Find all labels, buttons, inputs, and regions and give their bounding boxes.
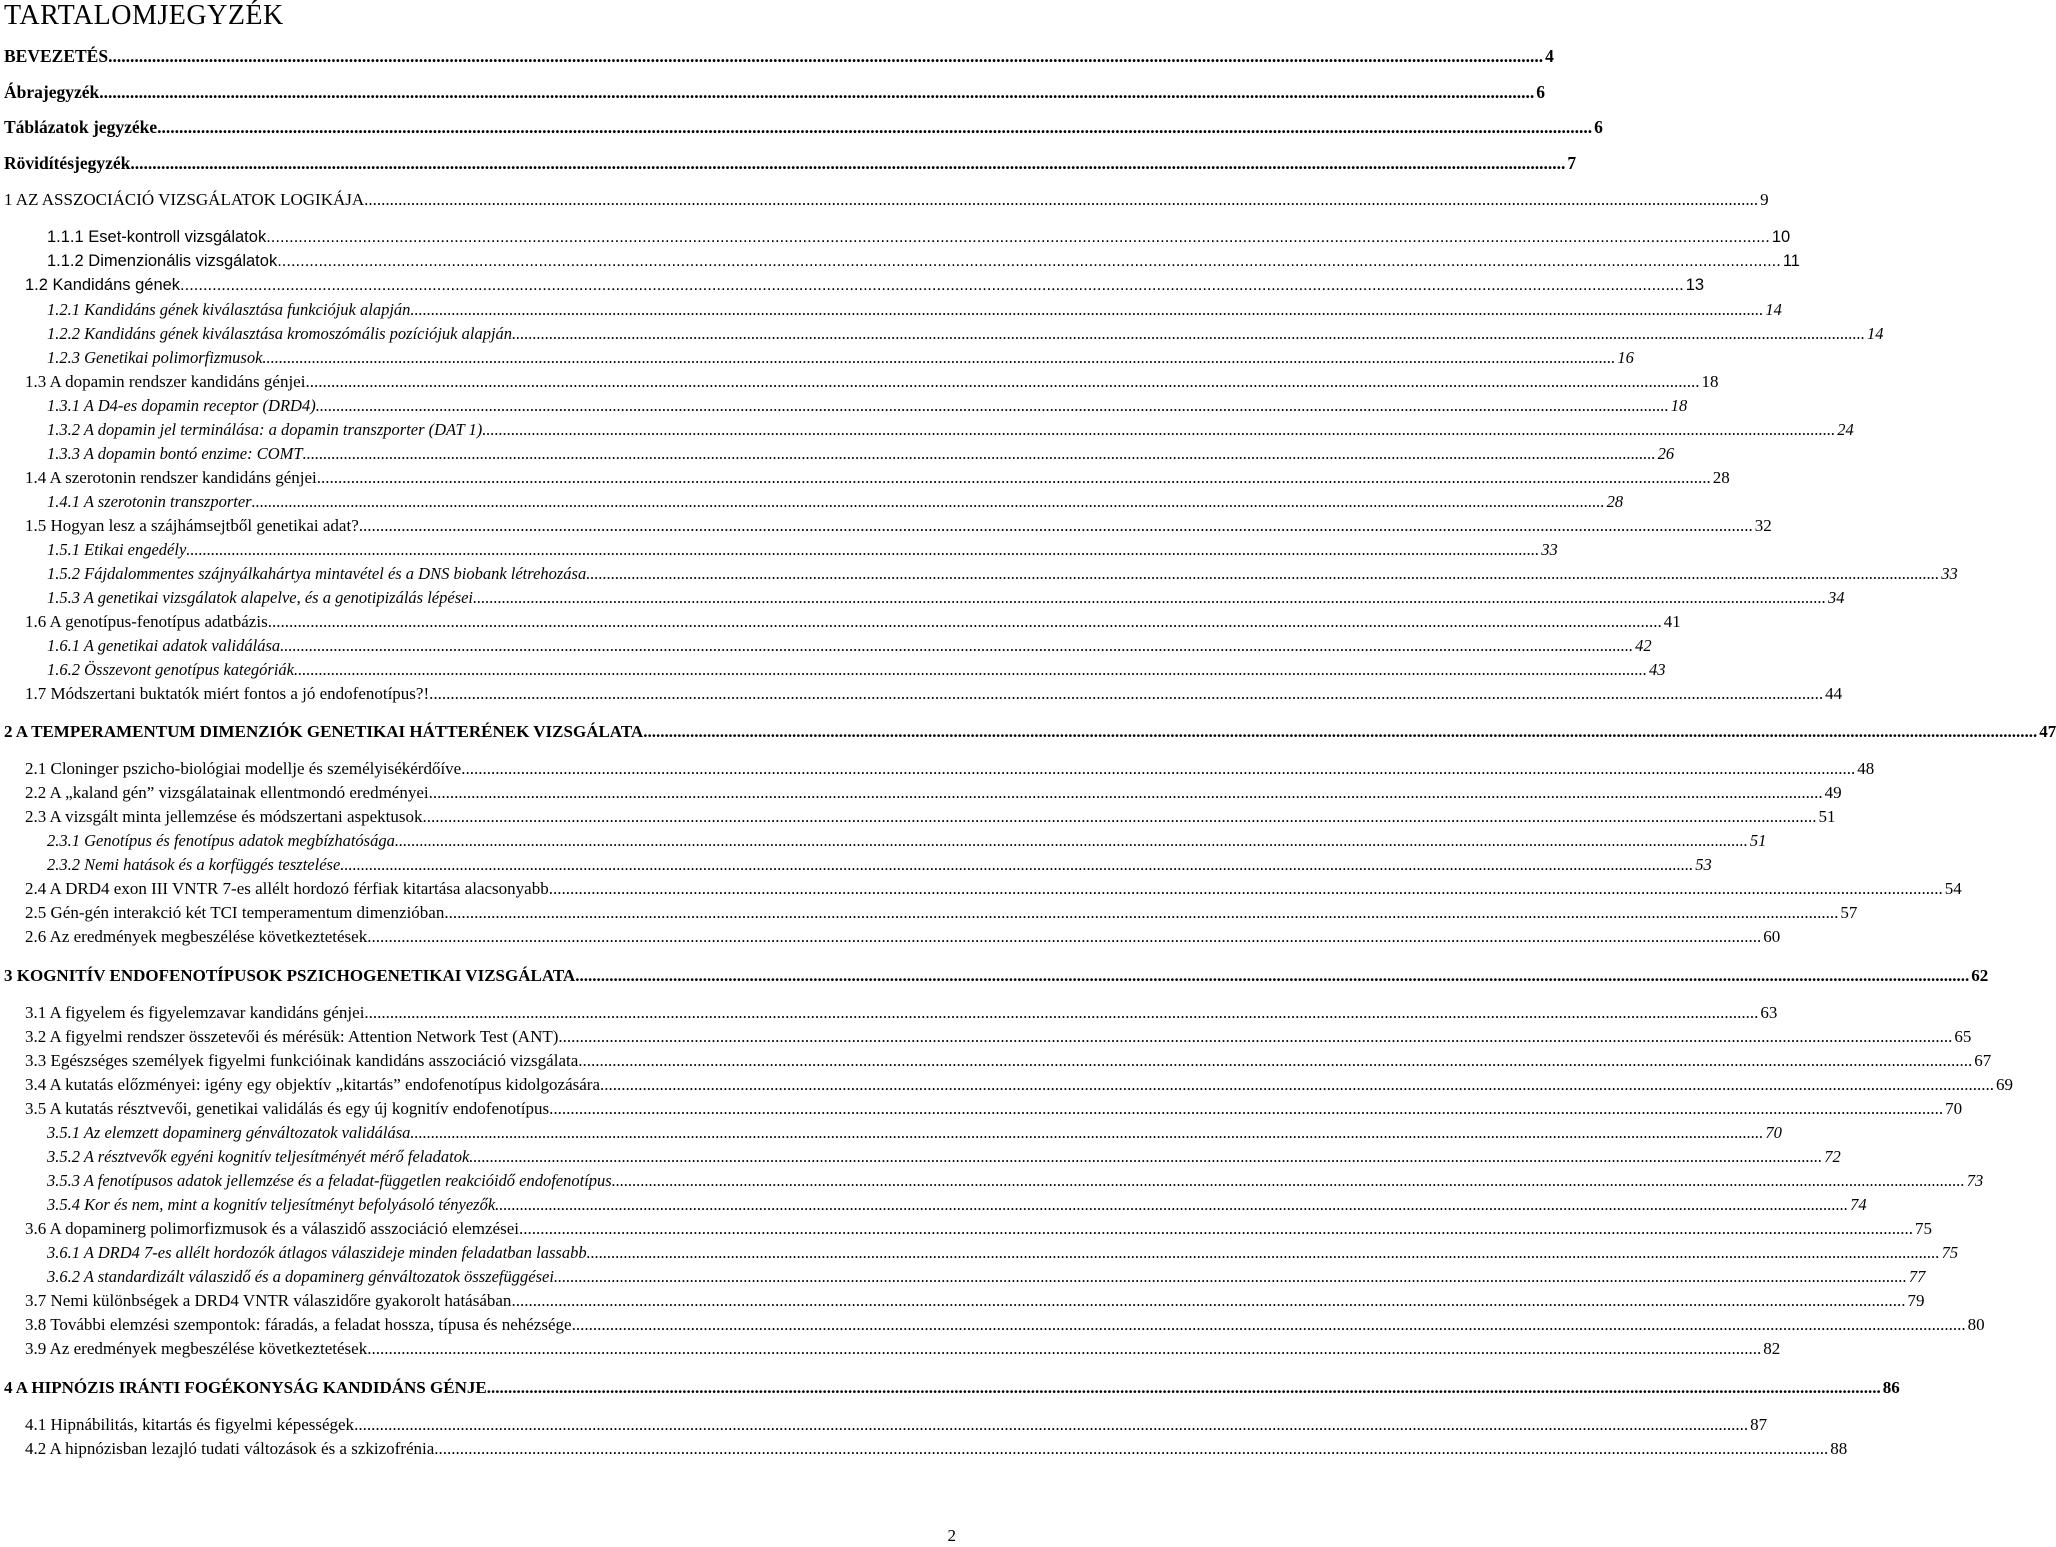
dot-leader (303, 444, 1656, 464)
dot-leader (586, 564, 1939, 584)
toc-entry-title: 4.2 A hipnózisban lezajló tudati változások és a szkizofrénia (25, 1439, 435, 1458)
toc-entry[interactable] (25, 807, 1836, 827)
dot-leader (186, 540, 1539, 560)
toc-entry[interactable] (4, 153, 1577, 174)
toc-entry-page: 6 (1594, 117, 1603, 137)
toc-entry[interactable] (25, 759, 1875, 779)
dot-leader (252, 492, 1605, 512)
toc-entry-page: 54 (1944, 879, 1962, 898)
toc-entry[interactable] (25, 1339, 1781, 1359)
toc-entry-title: 1.6 A genotípus-fenotípus adatbázis (25, 612, 268, 631)
toc-entry-title: 1.4 A szerotonin rendszer kandidáns génjei (25, 468, 317, 487)
page-title: TARTALOMJEGYZÉK (4, 0, 284, 31)
dot-leader (473, 588, 1826, 608)
toc-entry-page: 41 (1663, 612, 1681, 631)
toc-entry-title: Ábrajegyzék (4, 82, 100, 102)
toc-entry-page: 72 (1824, 1147, 1841, 1166)
toc-entry[interactable] (25, 612, 1681, 632)
dot-leader (554, 1267, 1907, 1287)
dot-leader (643, 722, 2037, 742)
dot-leader (444, 903, 1838, 923)
toc-entry-title: 1.3 A dopamin rendszer kandidáns génjei (25, 372, 306, 391)
toc-entry[interactable] (47, 300, 1782, 320)
toc-entry-page: 4 (1545, 46, 1554, 66)
toc-entry-page: 13 (1685, 276, 1705, 294)
toc-entry-title: 3.4 A kutatás előzményei: igény egy objektív „kitartás” endofenotípus kidolgozására (25, 1075, 601, 1094)
toc-entry[interactable] (47, 252, 1800, 271)
toc-entry-page: 34 (1828, 588, 1845, 607)
toc-entry-title: 3.6.2 A standardizált válaszidő és a dopaminerg génváltozatok összefüggései (47, 1267, 554, 1286)
toc-entry-page: 62 (1971, 966, 1989, 985)
toc-entry-title: 2.3.1 Genotípus és fenotípus adatok megbízhatósága (47, 831, 395, 850)
toc-entry-page: 42 (1635, 636, 1652, 655)
toc-entry[interactable] (25, 1315, 1985, 1335)
toc-entry[interactable] (4, 82, 1546, 103)
toc-entry[interactable] (25, 903, 1858, 923)
toc-entry-title: 3.9 Az eredmények megbeszélése következtetések (25, 1339, 368, 1358)
toc-entry[interactable] (25, 1003, 1778, 1023)
dot-leader (434, 1439, 1828, 1459)
toc-entry[interactable] (47, 588, 1845, 608)
toc-entry-title: 3.2 A figyelmi rendszer összetevői és mérésük: Attention Network Test (ANT) (25, 1027, 559, 1046)
toc-entry-page: 33 (1541, 540, 1558, 559)
toc-entry[interactable] (25, 1099, 1963, 1119)
toc-entry-page: 28 (1712, 468, 1730, 487)
toc-entry[interactable] (25, 927, 1781, 947)
dot-leader (469, 1147, 1822, 1167)
toc-entry-page: 82 (1763, 1339, 1781, 1358)
toc-entry-page: 48 (1857, 759, 1875, 778)
toc-entry-page: 67 (1974, 1051, 1992, 1070)
dot-leader (268, 612, 1662, 632)
toc-entry[interactable] (25, 783, 1842, 803)
dot-leader (280, 636, 1633, 656)
toc-entry-title: 4 A HIPNÓZIS IRÁNTI FOGÉKONYSÁG KANDIDÁNS GÉNJE (4, 1378, 487, 1397)
dot-leader (130, 153, 1565, 174)
toc-entry[interactable] (47, 1171, 1984, 1191)
toc-entry-title: 1.5.3 A genetikai vizsgálatok alapelve, és a genotipizálás lépései (47, 588, 474, 607)
toc-entry[interactable] (25, 1291, 1925, 1311)
toc-entry-title: 1.5.1 Etikai engedély (47, 540, 187, 559)
toc-entry-title: 1.7 Módszertani buktatók miért fontos a jó endofenotípus?! (25, 684, 430, 703)
toc-entry-title: 1.5 Hogyan lesz a szájhámsejtből genetikai adat? (25, 516, 359, 535)
toc-entry-page: 14 (1867, 324, 1884, 343)
dot-leader (487, 1378, 1881, 1398)
dot-leader (600, 1075, 1994, 1095)
toc-entry[interactable] (4, 190, 1769, 210)
toc-entry[interactable] (47, 1147, 1841, 1167)
dot-leader (354, 1415, 1748, 1435)
toc-entry-title: 3.6.1 A DRD4 7-es allélt hordozók átlagos válaszideje minden feladatban lassabb (47, 1243, 587, 1262)
toc-entry[interactable] (25, 1415, 1768, 1435)
toc-entry[interactable] (47, 564, 1958, 584)
toc-entry-page: 49 (1824, 783, 1842, 802)
dot-leader (558, 1027, 1952, 1047)
toc-entry[interactable] (47, 348, 1634, 368)
toc-entry-page: 57 (1840, 903, 1858, 922)
dot-leader (410, 1123, 1763, 1143)
toc-entry[interactable] (4, 117, 1603, 138)
toc-entry[interactable] (47, 1243, 1959, 1263)
toc-entry-title: 1 AZ ASSZOCIÁCIÓ VIZSGÁLATOK LOGIKÁJA (4, 190, 365, 209)
toc-entry[interactable] (25, 1051, 1992, 1071)
toc-entry-title: 2.3 A vizsgált minta jellemzése és módszertani aspektusok (25, 807, 423, 826)
toc-entry-page: 9 (1760, 190, 1769, 209)
toc-entry-title: 1.2.2 Kandidáns gének kiválasztása kromoszómális pozíciójuk alapján (47, 324, 513, 343)
dot-leader (99, 82, 1534, 103)
dot-leader (266, 228, 1770, 247)
page-number: 2 (947, 1526, 956, 1545)
toc-entry-page: 6 (1536, 82, 1546, 102)
toc-entry-title: 1.1.2 Dimenzionális vizsgálatok (47, 252, 278, 270)
dot-leader (572, 1315, 1966, 1335)
dot-leader (340, 855, 1693, 875)
toc-entry-title: 3.7 Nemi különbségek a DRD4 VNTR válaszidőre gyakorolt hatásában (25, 1291, 512, 1310)
toc-entry-page: 44 (1825, 684, 1843, 703)
toc-entry-page: 16 (1617, 348, 1634, 367)
toc-entry-title: 3.5.2 A résztvevők egyéni kognitív teljesítményét mérő feladatok (47, 1147, 470, 1166)
toc-entry[interactable] (25, 1439, 1848, 1459)
toc-entry[interactable] (25, 1027, 1972, 1047)
toc-entry[interactable] (47, 444, 1675, 464)
toc-entry[interactable] (47, 855, 1712, 875)
dot-leader (511, 1291, 1905, 1311)
toc-entry-page: 88 (1830, 1439, 1848, 1458)
toc-entry[interactable] (25, 516, 1772, 536)
dot-leader (512, 324, 1865, 344)
toc-entry-title: 3.1 A figyelem és figyelemzavar kandidáns génjei (25, 1003, 365, 1022)
toc-entry-page: 60 (1763, 927, 1781, 946)
toc-entry[interactable] (47, 396, 1688, 416)
toc-entry-title: 2.6 Az eredmények megbeszélése következtetések (25, 927, 368, 946)
toc-entry-title: BEVEZETÉS (4, 46, 109, 66)
toc-entry-title: 3.5.4 Kor és nem, mint a kognitív teljesítményt befolyásoló tényezők (47, 1195, 496, 1214)
dot-leader (317, 468, 1711, 488)
toc-entry-page: 28 (1606, 492, 1624, 511)
toc-entry-page: 47 (2039, 722, 2056, 741)
toc-entry[interactable] (4, 46, 1554, 67)
dot-leader (367, 927, 1761, 947)
toc-entry-page: 32 (1754, 516, 1772, 535)
toc-entry-title: 3.5 A kutatás résztvevői, genetikai validálás és egy új kognitív endofenotípus (25, 1099, 550, 1118)
toc-entry-title: 1.1.1 Eset-kontroll vizsgálatok (47, 228, 267, 246)
toc-entry[interactable] (47, 540, 1558, 560)
toc-entry[interactable] (4, 722, 2056, 742)
toc-entry-title: 1.3.3 A dopamin bontó enzime: COMT (47, 444, 303, 463)
dot-leader (612, 1171, 1965, 1191)
toc-entry[interactable] (47, 1123, 1782, 1143)
toc-entry[interactable] (25, 468, 1730, 488)
toc-entry-page: 73 (1966, 1171, 1984, 1190)
dot-leader (423, 807, 1817, 827)
dot-leader (549, 879, 1943, 899)
toc-entry-title: 1.3.2 A dopamin jel terminálása: a dopamin transzporter (DAT 1) (47, 420, 483, 439)
toc-entry-title: 3.5.1 Az elemzett dopaminerg génváltozatok validálása (47, 1123, 411, 1142)
toc-entry-page: 18 (1670, 396, 1688, 415)
toc-entry-page: 26 (1657, 444, 1675, 463)
toc-entry-title: 1.2 Kandidáns gének (25, 276, 181, 294)
toc-entry-title: 2 A TEMPERAMENTUM DIMENZIÓK GENETIKAI HÁTTERÉNEK VIZSGÁLATA (4, 722, 644, 741)
dot-leader (359, 516, 1753, 536)
toc-entry[interactable] (47, 831, 1767, 851)
dot-leader (294, 660, 1647, 680)
toc-entry-page: 70 (1945, 1099, 1963, 1118)
toc-entry-page: 43 (1649, 660, 1666, 679)
toc-entry-page: 79 (1907, 1291, 1925, 1310)
toc-entry-page: 11 (1782, 252, 1800, 270)
dot-leader (549, 1099, 1943, 1119)
toc-entry-title: 1.2.1 Kandidáns gének kiválasztása funkciójuk alapján (47, 300, 411, 319)
dot-leader (429, 783, 1823, 803)
toc-entry-title: 2.1 Cloninger pszicho-biológiai modellje és személyisékérdőíve (25, 759, 462, 778)
toc-entry-page: 86 (1882, 1378, 1900, 1397)
toc-entry-title: Táblázatok jegyzéke (4, 117, 158, 137)
toc-entry-title: 3.5.3 A fenotípusos adatok jellemzése és a feladat-független reakcióidő endofenotípus (47, 1171, 612, 1190)
toc-entry-page: 51 (1818, 807, 1836, 826)
toc-entry[interactable] (4, 966, 1989, 986)
toc-entry-page: 87 (1750, 1415, 1768, 1434)
dot-leader (316, 396, 1669, 416)
toc-entry-page: 70 (1765, 1123, 1782, 1142)
toc-entry-title: 1.5.2 Fájdalommentes szájnyálkahártya mintavétel és a DNS biobank létrehozása (47, 564, 587, 583)
toc-entry-page: 75 (1914, 1219, 1932, 1238)
toc-entry-title: 3.3 Egészséges személyek figyelmi funkcióinak kandidáns asszociáció vizsgálata (25, 1051, 579, 1070)
dot-leader (277, 252, 1781, 271)
toc-entry-title: 1.2.3 Genetikai polimorfizmusok (47, 348, 263, 367)
toc-entry-page: 65 (1954, 1027, 1972, 1046)
toc-entry-page: 33 (1941, 564, 1958, 583)
toc-entry[interactable] (25, 276, 1705, 295)
dot-leader (367, 1339, 1761, 1359)
toc-entry-title: 1.6.2 Összevont genotípus kategóriák (47, 660, 295, 679)
toc-entry-title: 4.1 Hipnábilitás, kitartás és figyelmi képességek (25, 1415, 355, 1434)
dot-leader (157, 117, 1592, 138)
dot-leader (519, 1219, 1913, 1239)
toc-entry-page: 69 (1996, 1075, 2014, 1094)
dot-leader (578, 1051, 1972, 1071)
dot-leader (575, 966, 1969, 986)
toc-entry-page: 24 (1837, 420, 1854, 439)
toc-entry[interactable] (47, 1267, 1926, 1287)
toc-entry-title: 2.3.2 Nemi hatások és a korfüggés tesztelése (47, 855, 341, 874)
toc-entry-page: 77 (1908, 1267, 1926, 1286)
toc-entry[interactable] (47, 492, 1624, 512)
toc-entry-page: 63 (1760, 1003, 1778, 1022)
toc-entry-page: 18 (1701, 372, 1719, 391)
toc-entry[interactable] (47, 1195, 1867, 1215)
toc-entry[interactable] (25, 1075, 2014, 1095)
dot-leader (429, 684, 1823, 704)
toc-entry[interactable] (47, 660, 1666, 680)
dot-leader (482, 420, 1835, 440)
dot-leader (587, 1243, 1940, 1263)
toc-entry-page: 75 (1941, 1243, 1959, 1262)
toc-entry-title: 1.6.1 A genetikai adatok validálása (47, 636, 281, 655)
toc-entry[interactable] (47, 636, 1652, 656)
toc-entry-title: 1.4.1 A szerotonin transzporter (47, 492, 252, 511)
toc-entry-title: Rövidítésjegyzék (4, 153, 131, 173)
dot-leader (364, 190, 1758, 210)
dot-leader (262, 348, 1615, 368)
dot-leader (395, 831, 1748, 851)
dot-leader (495, 1195, 1848, 1215)
toc-entry-title: 3.8 További elemzési szempontok: fáradás, a feladat hossza, típusa és nehézsége (25, 1315, 572, 1334)
toc-entry-title: 2.2 A „kaland gén” vizsgálatainak ellentmondó eredményei (25, 783, 429, 802)
toc-entry-title: 3 KOGNITÍV ENDOFENOTÍPUSOK PSZICHOGENETIKAI VIZSGÁLATA (4, 966, 576, 985)
toc-entry[interactable] (25, 1219, 1932, 1239)
toc-entry-title: 3.6 A dopaminerg polimorfizmusok és a válaszidő asszociáció elemzései (25, 1219, 519, 1238)
toc-entry-page: 7 (1567, 153, 1577, 173)
toc-entry[interactable] (4, 1378, 1900, 1398)
dot-leader (410, 300, 1763, 320)
toc-entry-title: 1.3.1 A D4-es dopamin receptor (DRD4) (47, 396, 316, 415)
toc-entry-page: 14 (1765, 300, 1782, 319)
toc-entry-page: 51 (1749, 831, 1767, 850)
dot-leader (305, 372, 1699, 392)
dot-leader (364, 1003, 1758, 1023)
toc-entry-page: 53 (1695, 855, 1712, 874)
toc-entry-page: 74 (1850, 1195, 1867, 1214)
toc-entry[interactable] (25, 879, 1962, 899)
toc-entry-page: 10 (1771, 228, 1791, 246)
toc-entry-title: 2.5 Gén-gén interakció két TCI temperamentum dimenzióban (25, 903, 445, 922)
toc-entry-page: 80 (1967, 1315, 1985, 1334)
toc-entry[interactable] (25, 372, 1719, 392)
toc-entry[interactable] (25, 684, 1843, 704)
toc-entry[interactable] (47, 420, 1854, 440)
dot-leader (108, 46, 1543, 67)
toc-entry[interactable] (47, 324, 1884, 344)
toc-entry[interactable] (47, 228, 1791, 247)
dot-leader (461, 759, 1855, 779)
toc-entry-title: 2.4 A DRD4 exon III VNTR 7-es allélt hordozó férfiak kitartása alacsonyabb (25, 879, 549, 898)
dot-leader (180, 276, 1684, 295)
